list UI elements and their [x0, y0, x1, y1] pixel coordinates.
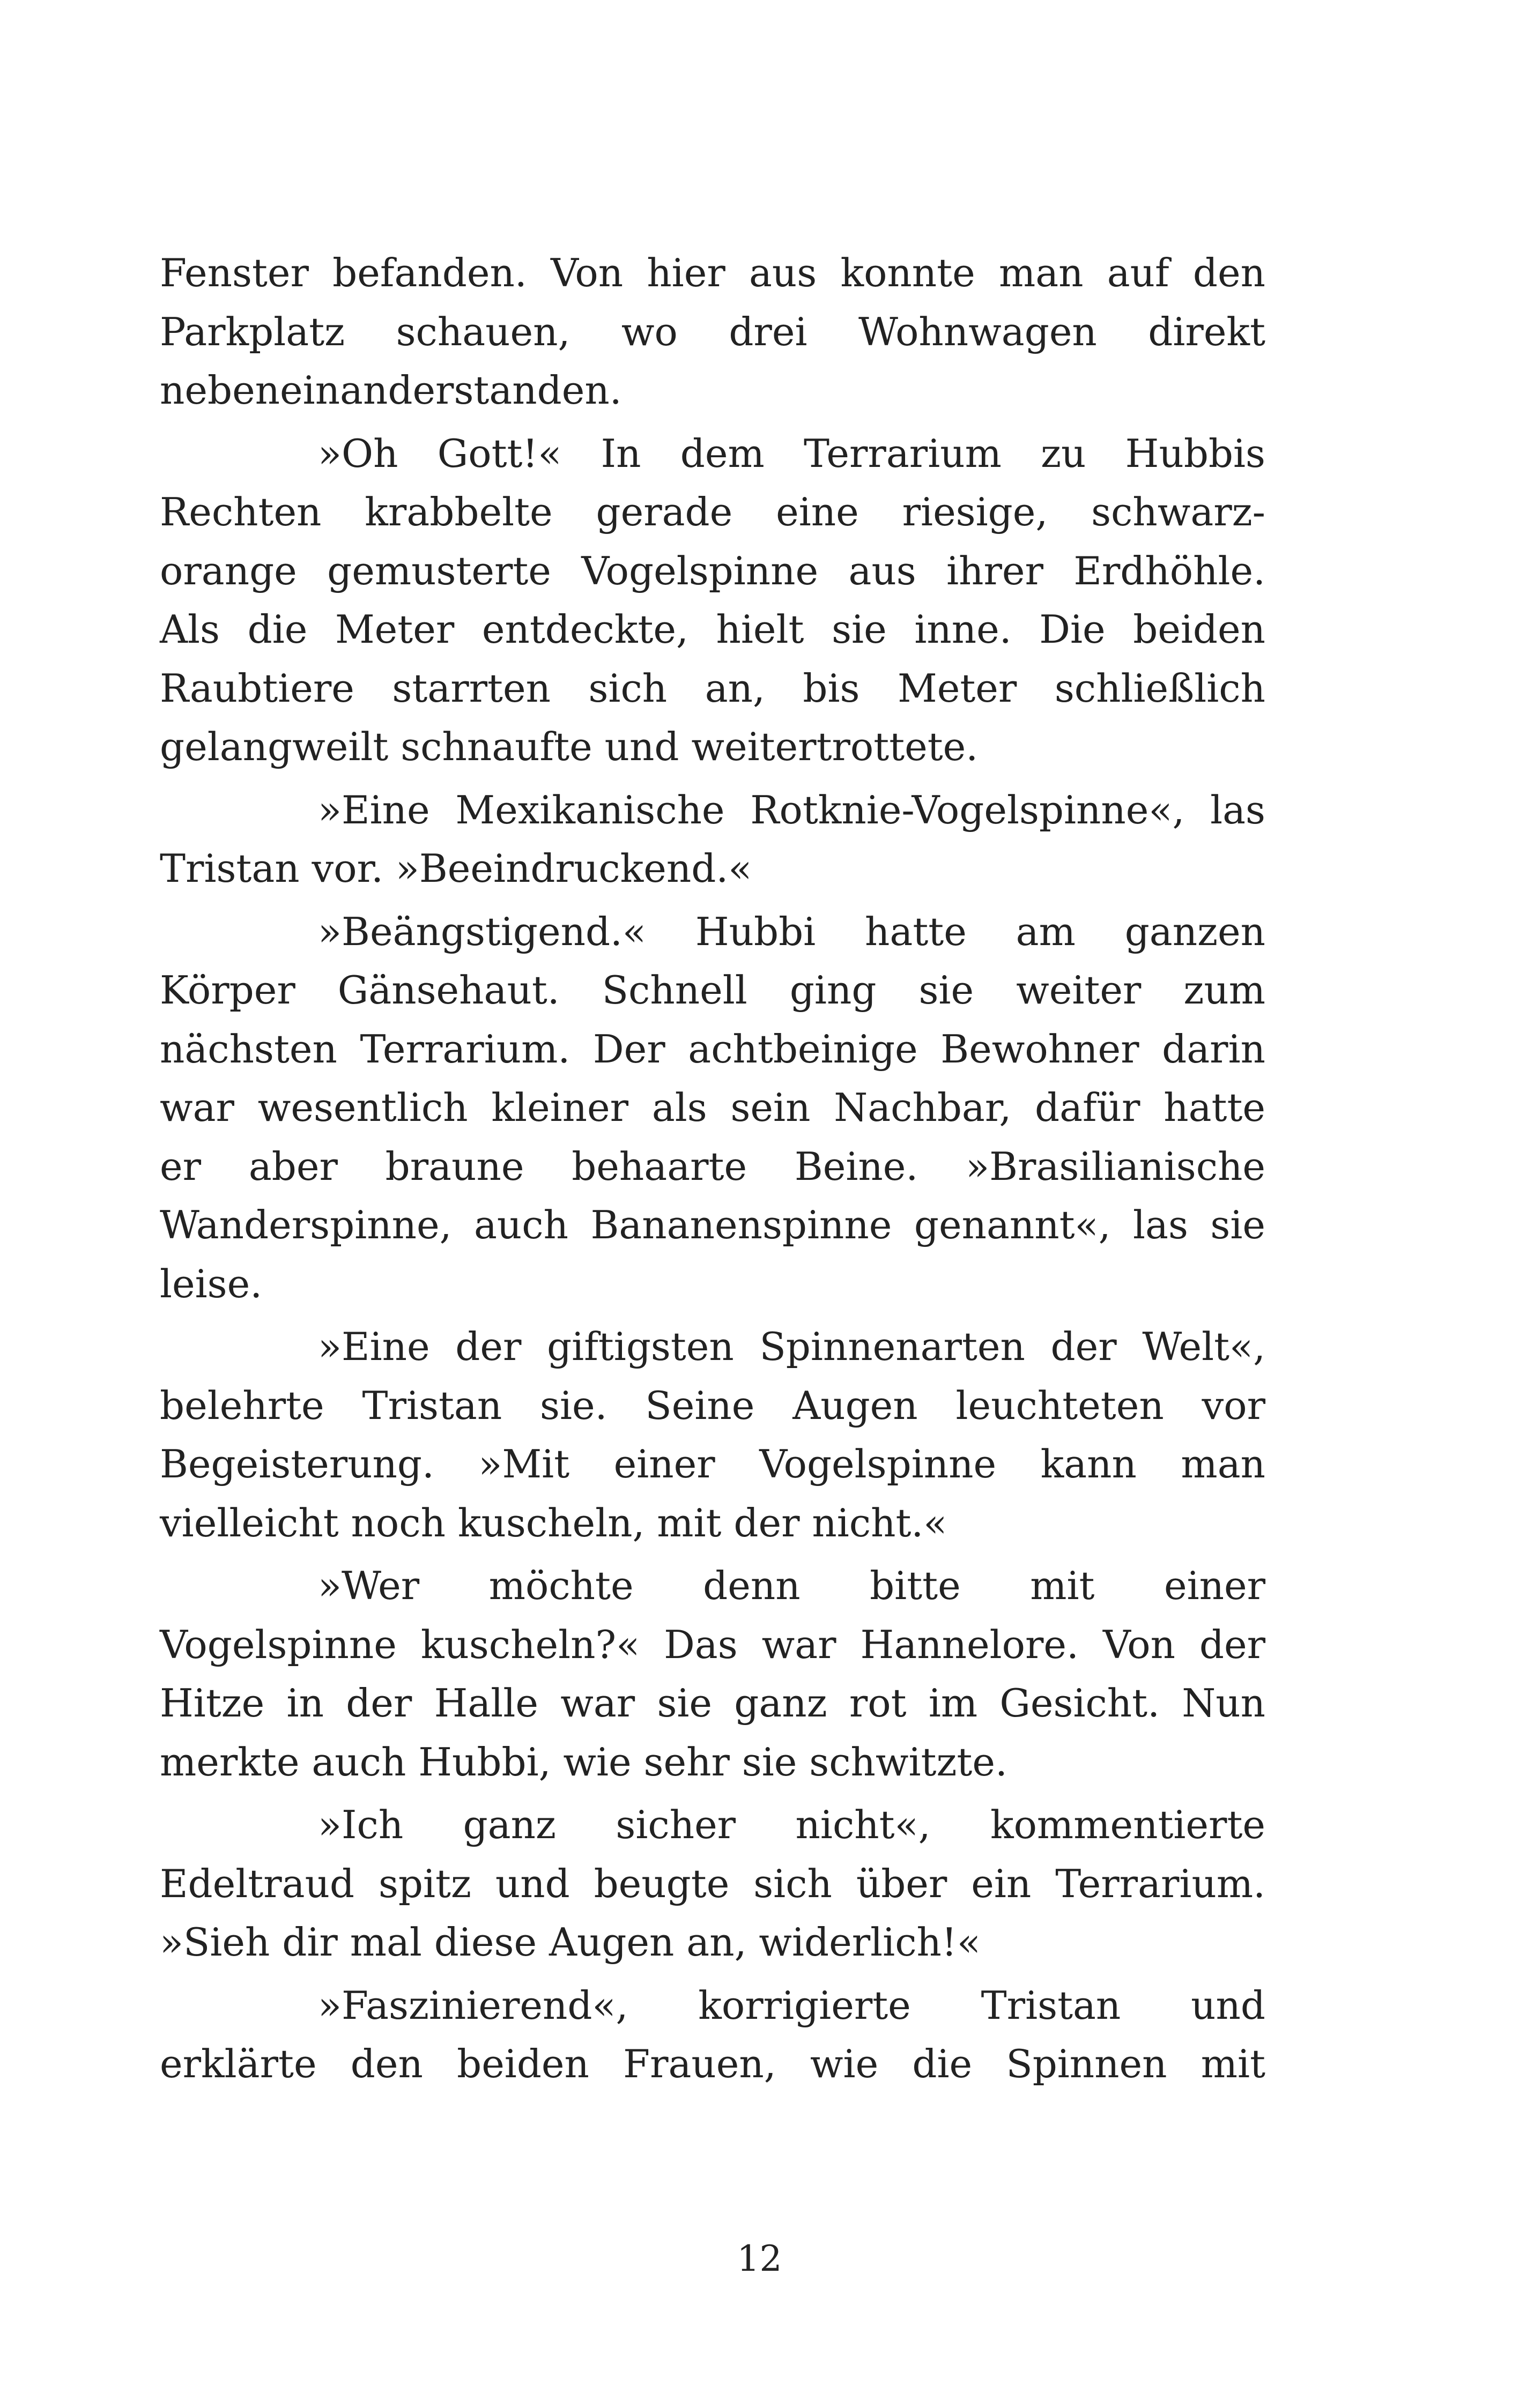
text-line: war wesentlich kleiner als sein Nachbar, dafür hatte — [160, 1085, 1265, 1130]
text-line: Tristan vor. »Beeindruckend.« — [160, 846, 752, 891]
paragraph-1 — [160, 244, 1265, 420]
text-line: Fenster befanden. Von hier aus konnte man auf den — [160, 250, 1265, 295]
paragraph-8 — [160, 1976, 1265, 2094]
text-line: orange gemusterte Vogelspinne aus ihrer Erdhöhle. — [160, 548, 1265, 593]
paragraph-4 — [160, 903, 1265, 1314]
text-line: »Ich ganz sicher nicht«, kommentierte — [318, 1802, 1265, 1847]
text-line: Edeltraud spitz und beugte sich über ein Terrarium. — [160, 1861, 1265, 1906]
text-line: leise. — [160, 1261, 263, 1306]
text-line: Als die Meter entdeckte, hielt sie inne. Die beiden — [160, 607, 1265, 652]
paragraph-6 — [160, 1557, 1265, 1792]
text-line: »Wer möchte denn bitte mit einer — [318, 1563, 1265, 1608]
text-line: »Oh Gott!« In dem Terrarium zu Hubbis — [318, 430, 1265, 476]
text-line: Wanderspinne, auch Bananenspinne genannt«, las sie — [160, 1202, 1265, 1247]
text-line: merkte auch Hubbi, wie sehr sie schwitzte. — [160, 1739, 1007, 1785]
text-line: erklärte den beiden Frauen, wie die Spinnen mit — [160, 2041, 1265, 2086]
paragraph-3 — [160, 781, 1265, 898]
text-line: Vogelspinne kuscheln?« Das war Hannelore. Von der — [160, 1622, 1265, 1667]
text-line: Raubtiere starrten sich an, bis Meter schließlich — [160, 665, 1265, 711]
text-line: Körper Gänsehaut. Schnell ging sie weiter zum — [160, 968, 1265, 1013]
paragraph-7 — [160, 1796, 1265, 1972]
text-line: er aber braune behaarte Beine. »Brasilianische — [160, 1143, 1265, 1189]
text-line: Begeisterung. »Mit einer Vogelspinne kann man — [160, 1441, 1265, 1487]
paragraph-2 — [160, 425, 1265, 777]
text-line: »Beängstigend.« Hubbi hatte am ganzen — [318, 909, 1265, 954]
text-line: nächsten Terrarium. Der achtbeinige Bewohner darin — [160, 1026, 1265, 1072]
text-line: Parkplatz schauen, wo drei Wohnwagen direkt — [160, 309, 1265, 354]
text-line: »Sieh dir mal diese Augen an, widerlich!« — [160, 1920, 981, 1965]
body-text — [160, 244, 1265, 2094]
paragraph-5 — [160, 1318, 1265, 1552]
text-line: »Eine der giftigsten Spinnenarten der Welt«, — [318, 1324, 1265, 1369]
page-number: 12 — [737, 2238, 782, 2279]
text-line: nebeneinanderstanden. — [160, 368, 622, 413]
text-line: Hitze in der Halle war sie ganz rot im Gesicht. Nun — [160, 1681, 1265, 1726]
text-line: »Eine Mexikanische Rotknie-Vogelspinne«, las — [318, 787, 1265, 833]
text-line: belehrte Tristan sie. Seine Augen leuchteten vor — [160, 1383, 1265, 1428]
text-line: vielleicht noch kuscheln, mit der nicht.« — [160, 1500, 947, 1545]
text-line: gelangweilt schnaufte und weitertrottete. — [160, 724, 979, 769]
text-line: Rechten krabbelte gerade eine riesige, schwarz- — [160, 489, 1265, 534]
text-line: »Faszinierend«, korrigierte Tristan und — [318, 1982, 1265, 2028]
